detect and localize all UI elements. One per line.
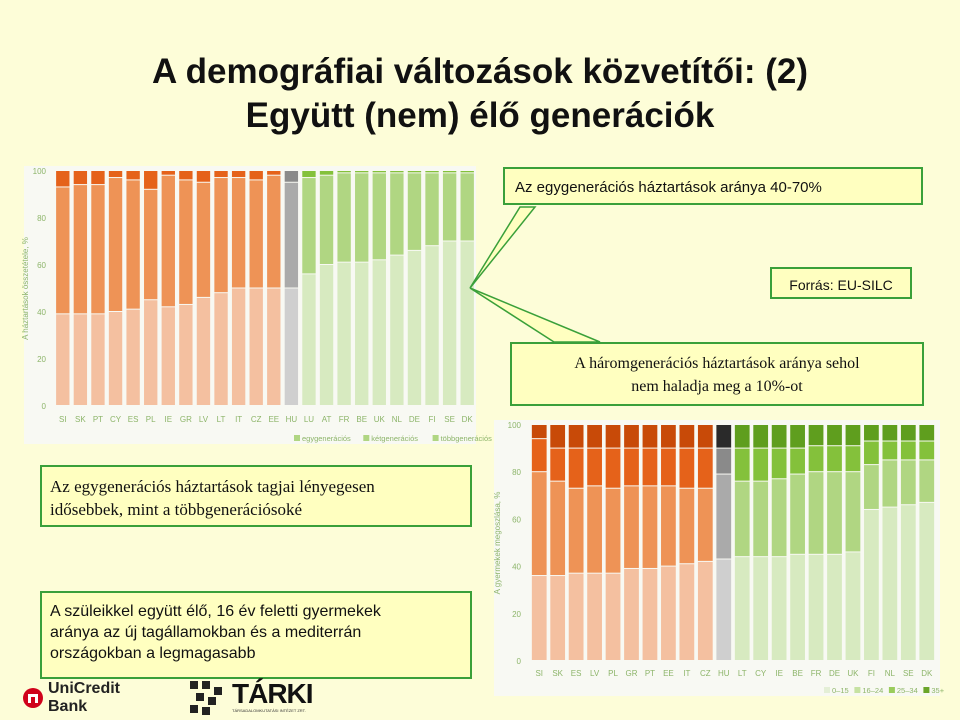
chart1-bar-BE-0 xyxy=(355,263,368,405)
chart1-x-label: AT xyxy=(321,415,332,424)
chart1-x-label: SI xyxy=(59,415,67,424)
chart2-bar-CZ-0 xyxy=(698,562,713,660)
chart2-bar-ES-0 xyxy=(569,574,584,660)
slide-title-line1: A demográfiai változások közvetítői: (2) xyxy=(151,52,809,91)
chart2-x-label: PT xyxy=(644,669,656,678)
slide-title xyxy=(0,50,960,138)
chart2-bar-DE-2 xyxy=(827,446,842,471)
chart1-bar-LT-2 xyxy=(214,171,227,177)
chart1-bar-HU-0 xyxy=(285,289,298,406)
chart2-bar-DE-1 xyxy=(827,472,842,554)
chart1-bar-IE-2 xyxy=(162,171,175,175)
chart2-bar-NL-3 xyxy=(882,425,897,441)
chart1-bar-IT-0 xyxy=(232,289,245,406)
chart2-bar-PT-1 xyxy=(643,486,658,568)
chart2-bar-CY-3 xyxy=(753,425,768,448)
chart1-bar-CY-1 xyxy=(109,178,122,311)
chart1-bar-NL-1 xyxy=(390,173,403,254)
chart2-bar-IT-3 xyxy=(679,425,694,448)
chart1-bar-IE-0 xyxy=(162,307,175,405)
chart1-x-label: DE xyxy=(408,415,421,424)
chart1-bar-PL-1 xyxy=(144,190,157,299)
chart2-bar-SK-1 xyxy=(550,482,565,575)
chart2-legend-swatch xyxy=(854,687,860,693)
connector-wedge-lower xyxy=(470,288,600,342)
chart2-bar-BE-0 xyxy=(790,555,805,660)
older-members-callout xyxy=(40,465,472,527)
chart1-bar-ES-1 xyxy=(126,180,139,308)
children-distribution-chart xyxy=(493,420,945,696)
chart2-bar-PL-2 xyxy=(606,449,621,488)
chart1-bar-DK-2 xyxy=(461,171,474,172)
chart1-bar-AT-2 xyxy=(320,171,333,175)
older-members-line1: Az egygenerációs háztartások tagjai lényegesen xyxy=(50,477,375,496)
chart1-bar-SE-1 xyxy=(443,173,456,240)
chart1-bar-LV-2 xyxy=(197,171,210,182)
chart1-y-axis-label: A háztartások összetétele, % xyxy=(21,237,30,340)
chart2-bar-PT-0 xyxy=(643,569,658,660)
chart1-bar-PL-0 xyxy=(144,300,157,405)
chart1-bar-EE-0 xyxy=(267,289,280,406)
chart2-bar-IT-2 xyxy=(679,449,694,488)
chart1-x-label: PT xyxy=(92,415,104,424)
chart1-legend-label: egygenerációs xyxy=(302,434,351,443)
chart1-bar-AT-1 xyxy=(320,176,333,264)
chart1-bar-DK-0 xyxy=(461,242,474,406)
three-gen-line1: A háromgenerációs háztartások aránya sehol xyxy=(574,355,860,372)
chart1-bar-SE-2 xyxy=(443,171,456,172)
chart2-bar-FR-3 xyxy=(809,425,824,445)
chart1-bar-GR-1 xyxy=(179,180,192,304)
chart1-bar-FR-1 xyxy=(337,173,350,261)
chart2-bar-FI-0 xyxy=(864,510,879,660)
chart2-ytick-label: 20 xyxy=(512,609,521,619)
three-gen-line2: nem haladja meg a 10%-ot xyxy=(631,378,803,395)
chart2-bar-PT-3 xyxy=(643,425,658,448)
chart2-x-label: SE xyxy=(902,669,914,678)
youth-living-line2: aránya az új tagállamokban és a mediterrán xyxy=(50,624,362,641)
chart1-bar-NL-2 xyxy=(390,171,403,172)
chart1-bar-SK-1 xyxy=(74,185,87,313)
chart2-x-label: LV xyxy=(589,669,600,678)
chart1-x-label: CZ xyxy=(250,415,262,424)
chart2-bar-PL-3 xyxy=(606,425,621,448)
slide-title-line2: Együtt (nem) élő generációk xyxy=(245,96,715,135)
chart2-bar-LT-0 xyxy=(735,557,750,660)
chart2-bar-IE-3 xyxy=(772,425,787,448)
chart2-x-label: HU xyxy=(717,669,730,678)
chart1-bar-HU-1 xyxy=(285,183,298,288)
chart2-bar-SE-3 xyxy=(901,425,916,441)
chart2-bar-FR-2 xyxy=(809,446,824,471)
chart1-bar-FI-2 xyxy=(425,171,438,172)
chart1-panel xyxy=(21,166,492,444)
tarki-wordmark: TÁRKI xyxy=(232,678,313,709)
chart2-bar-SE-1 xyxy=(901,460,916,504)
chart2-bar-FI-2 xyxy=(864,442,879,465)
chart2-bar-GR-2 xyxy=(624,449,639,486)
chart1-bar-GR-0 xyxy=(179,305,192,405)
chart1-bar-DE-1 xyxy=(408,173,421,250)
chart1-bar-CZ-2 xyxy=(250,171,263,179)
chart2-bar-ES-1 xyxy=(569,489,584,573)
chart1-bar-CZ-1 xyxy=(250,180,263,287)
chart2-bar-CY-2 xyxy=(753,449,768,481)
chart2-x-label: CZ xyxy=(699,669,711,678)
chart1-bar-IE-1 xyxy=(162,176,175,307)
chart2-bar-UK-3 xyxy=(846,425,861,445)
chart2-bar-LT-3 xyxy=(735,425,750,448)
chart1-x-label: UK xyxy=(373,415,385,424)
tarki-subtitle: TÁRSADALOMKUTATÁSI INTÉZET ZRT. xyxy=(232,708,306,713)
chart1-x-label: NL xyxy=(391,415,402,424)
chart2-bar-LV-2 xyxy=(587,449,602,486)
chart1-bar-HU-2 xyxy=(285,171,298,182)
chart2-bar-CZ-3 xyxy=(698,425,713,448)
chart2-x-label: IE xyxy=(775,669,783,678)
chart2-bar-EE-1 xyxy=(661,486,676,565)
chart1-x-label: LU xyxy=(303,415,315,424)
chart1-ytick-label: 80 xyxy=(37,214,46,223)
chart2-bar-SK-2 xyxy=(550,449,565,481)
chart1-bar-LU-2 xyxy=(302,171,315,177)
chart2-bar-LV-1 xyxy=(587,486,602,572)
single-gen-share-text: Az egygenerációs háztartások aránya 40-70% xyxy=(515,179,822,196)
chart2-ytick-label: 80 xyxy=(512,468,521,478)
chart2-bar-CZ-1 xyxy=(698,489,713,561)
unicredit-wordmark: UniCredit Bank xyxy=(48,680,120,715)
chart2-bar-GR-1 xyxy=(624,486,639,568)
chart1-bar-PT-0 xyxy=(91,314,104,405)
chart2-bar-SI-1 xyxy=(532,472,547,575)
chart1-bar-DE-0 xyxy=(408,251,421,405)
chart2-bar-EE-3 xyxy=(661,425,676,448)
chart1-x-label: EE xyxy=(268,415,280,424)
chart1-bar-SK-0 xyxy=(74,314,87,405)
chart2-x-label: DE xyxy=(828,669,841,678)
chart1-ytick-label: 0 xyxy=(41,402,46,411)
chart1-x-label: HU xyxy=(285,415,298,424)
chart2-bar-LV-3 xyxy=(587,425,602,448)
chart1-bar-LT-0 xyxy=(214,293,227,405)
chart2-y-axis-label: A gyermekek megoszlása, % xyxy=(493,491,502,595)
chart2-bar-EE-2 xyxy=(661,449,676,486)
chart1-bar-EE-1 xyxy=(267,176,280,288)
chart1-bar-FI-0 xyxy=(425,246,438,405)
chart2-x-label: NL xyxy=(884,669,895,678)
chart2-bar-CZ-2 xyxy=(698,449,713,488)
chart2-x-label: CY xyxy=(755,669,767,678)
chart2-legend-swatch xyxy=(889,687,895,693)
chart2-x-label: LT xyxy=(737,669,747,678)
chart2-bar-EE-0 xyxy=(661,567,676,660)
older-members-line2: idősebbek, mint a többgenerációsoké xyxy=(50,500,303,519)
chart1-bar-FR-2 xyxy=(337,171,350,172)
chart1-x-label: GR xyxy=(179,415,192,424)
chart2-bar-NL-1 xyxy=(882,460,897,506)
chart2-legend-label: 25–34 xyxy=(896,686,918,695)
chart2-bar-IT-1 xyxy=(679,489,694,564)
chart1-bar-UK-2 xyxy=(373,171,386,172)
connector-wedge xyxy=(470,207,535,288)
chart2-bar-LT-2 xyxy=(735,449,750,481)
chart1-x-label: IE xyxy=(164,415,173,424)
chart1-bar-LV-0 xyxy=(197,298,210,405)
chart2-bar-NL-0 xyxy=(882,508,897,660)
chart1-legend-label: többgenerációs xyxy=(440,434,492,443)
chart2-bar-HU-1 xyxy=(716,475,731,559)
chart2-x-label: EE xyxy=(663,669,674,678)
chart2-bar-UK-1 xyxy=(846,472,861,551)
chart1-ytick-label: 20 xyxy=(37,355,46,364)
chart2-x-label: FR xyxy=(810,669,822,678)
chart2-bar-GR-3 xyxy=(624,425,639,448)
chart1-bar-EE-2 xyxy=(267,171,280,175)
chart1-bar-LU-1 xyxy=(302,178,315,273)
chart2-bar-DE-3 xyxy=(827,425,842,445)
chart1-x-label: BE xyxy=(356,415,368,424)
chart2-bar-PL-1 xyxy=(606,489,621,573)
chart1-x-label: FI xyxy=(428,415,436,424)
chart1-bar-NL-0 xyxy=(390,256,403,405)
chart1-legend-label: kétgenerációs xyxy=(371,434,419,443)
youth-living-line3: országokban a legmagasabb xyxy=(50,645,256,662)
chart1-ytick-label: 60 xyxy=(37,261,46,270)
chart1-bar-SE-0 xyxy=(443,242,456,406)
chart2-x-label: GR xyxy=(625,669,638,678)
chart1-bar-SK-2 xyxy=(74,171,87,184)
chart2-ytick-label: 0 xyxy=(516,657,521,666)
chart2-x-label: UK xyxy=(847,669,859,678)
chart2-legend-swatch xyxy=(824,687,830,693)
chart1-x-label: LT xyxy=(216,415,226,424)
chart2-x-label: SI xyxy=(535,669,544,678)
unicredit-emblem-icon xyxy=(22,687,44,709)
chart1-bar-CZ-0 xyxy=(250,289,263,406)
chart1-x-label: LV xyxy=(198,415,209,424)
chart1-bar-UK-0 xyxy=(373,260,386,405)
chart2-bar-ES-3 xyxy=(569,425,584,448)
chart2-bar-SE-0 xyxy=(901,505,916,660)
chart2-bar-DE-0 xyxy=(827,555,842,660)
chart2-bar-BE-1 xyxy=(790,475,805,554)
chart2-bar-PL-0 xyxy=(606,574,621,660)
chart1-ytick-label: 100 xyxy=(32,167,46,176)
chart2-legend-label: 16–24 xyxy=(862,686,884,695)
chart1-bar-PT-2 xyxy=(91,171,104,184)
chart1-bar-DK-1 xyxy=(461,173,474,240)
chart1-x-label: IT xyxy=(235,415,243,424)
chart1-bar-CY-0 xyxy=(109,312,122,405)
single-gen-share-callout xyxy=(503,167,923,205)
source-callout xyxy=(770,267,912,299)
chart2-bar-FI-3 xyxy=(864,425,879,441)
chart2-bar-FR-1 xyxy=(809,472,824,554)
chart2-x-label: PL xyxy=(608,669,618,678)
chart1-bar-CY-2 xyxy=(109,171,122,177)
chart2-bar-SE-2 xyxy=(901,442,916,460)
chart1-x-label: SK xyxy=(75,415,86,424)
unicredit-logo xyxy=(22,680,162,715)
chart1-ytick-label: 40 xyxy=(37,308,46,317)
chart1-bar-LV-1 xyxy=(197,183,210,297)
chart2-bar-SI-0 xyxy=(532,576,547,660)
chart1-legend-swatch xyxy=(433,435,439,441)
chart1-legend-swatch xyxy=(363,435,369,441)
chart2-bar-UK-2 xyxy=(846,446,861,471)
chart1-bar-IT-1 xyxy=(232,178,245,287)
chart1-bar-SI-2 xyxy=(56,171,69,186)
chart2-bar-HU-0 xyxy=(716,560,731,660)
chart1-bar-BE-1 xyxy=(355,173,368,261)
chart2-bar-UK-0 xyxy=(846,552,861,660)
youth-living-line1: A szüleikkel együtt élő, 16 év feletti gyermekek xyxy=(50,603,381,620)
chart1-bar-BE-2 xyxy=(355,171,368,172)
chart1-x-label: CY xyxy=(109,415,122,424)
chart2-bar-PT-2 xyxy=(643,449,658,486)
chart1-bar-AT-0 xyxy=(320,265,333,405)
chart2-bar-BE-3 xyxy=(790,425,805,448)
chart2-ytick-label: 60 xyxy=(512,515,521,525)
chart1-x-label: FR xyxy=(338,415,350,424)
chart1-bar-FR-0 xyxy=(337,263,350,405)
chart1-bar-ES-0 xyxy=(126,310,139,405)
chart1-x-label: SE xyxy=(444,415,455,424)
chart2-x-label: FI xyxy=(867,669,875,678)
chart1-x-label: ES xyxy=(127,415,139,424)
chart2-bar-CY-0 xyxy=(753,557,768,660)
chart2-legend-swatch xyxy=(923,687,929,693)
chart2-bar-CY-1 xyxy=(753,482,768,557)
chart2-bar-DK-1 xyxy=(919,460,934,501)
chart2-bar-ES-2 xyxy=(569,449,584,488)
chart1-x-label: PL xyxy=(145,415,156,424)
chart2-bar-GR-0 xyxy=(624,569,639,660)
chart2-x-label: DK xyxy=(921,669,933,678)
chart2-bar-NL-2 xyxy=(882,442,897,460)
chart2-bar-DK-2 xyxy=(919,442,934,460)
youth-living-callout xyxy=(40,591,472,679)
chart1-bar-PT-1 xyxy=(91,185,104,313)
chart2-bar-SI-3 xyxy=(532,425,547,438)
chart2-bar-SI-2 xyxy=(532,439,547,471)
chart1-bar-LU-0 xyxy=(302,274,315,405)
chart2-x-label: ES xyxy=(570,669,582,678)
chart1-bar-GR-2 xyxy=(179,171,192,179)
chart2-bar-SK-0 xyxy=(550,576,565,660)
chart2-bar-FI-1 xyxy=(864,465,879,509)
chart1-bar-SI-0 xyxy=(56,314,69,405)
chart2-x-label: IT xyxy=(683,669,691,678)
tarki-logo xyxy=(190,680,320,716)
chart1-bar-ES-2 xyxy=(126,171,139,179)
chart2-bar-DK-3 xyxy=(919,425,934,441)
household-composition-chart xyxy=(21,166,492,444)
chart1-bar-DE-2 xyxy=(408,171,421,172)
chart2-bar-SK-3 xyxy=(550,425,565,448)
chart2-x-label: BE xyxy=(792,669,803,678)
chart1-bar-FI-1 xyxy=(425,173,438,245)
chart2-bar-IE-0 xyxy=(772,557,787,660)
chart2-bar-HU-2 xyxy=(716,449,731,474)
chart2-legend-label: 35+ xyxy=(931,686,945,695)
chart2-bar-IE-2 xyxy=(772,449,787,479)
three-gen-callout xyxy=(510,342,924,406)
chart2-ytick-label: 100 xyxy=(507,421,521,430)
chart2-bar-FR-0 xyxy=(809,555,824,660)
chart1-bar-LT-1 xyxy=(214,178,227,292)
chart1-bar-PL-2 xyxy=(144,171,157,189)
chart2-x-label: SK xyxy=(552,669,564,678)
chart1-bar-SI-1 xyxy=(56,187,69,313)
chart1-legend-swatch xyxy=(294,435,300,441)
chart2-bar-BE-2 xyxy=(790,449,805,474)
chart2-bar-LT-1 xyxy=(735,482,750,557)
chart2-bar-DK-0 xyxy=(919,503,934,660)
chart2-ytick-label: 40 xyxy=(512,562,521,572)
chart2-bar-IT-0 xyxy=(679,564,694,660)
chart2-bar-HU-3 xyxy=(716,425,731,448)
chart2-bar-IE-1 xyxy=(772,479,787,556)
chart2-panel xyxy=(493,420,945,696)
chart2-bar-LV-0 xyxy=(587,574,602,660)
tarki-emblem-icon xyxy=(190,681,226,715)
source-text: Forrás: EU-SILC xyxy=(789,277,893,293)
chart1-x-label: DK xyxy=(461,415,473,424)
chart1-bar-IT-2 xyxy=(232,171,245,177)
chart1-bar-UK-1 xyxy=(373,173,386,259)
chart2-legend-label: 0–15 xyxy=(832,686,849,695)
